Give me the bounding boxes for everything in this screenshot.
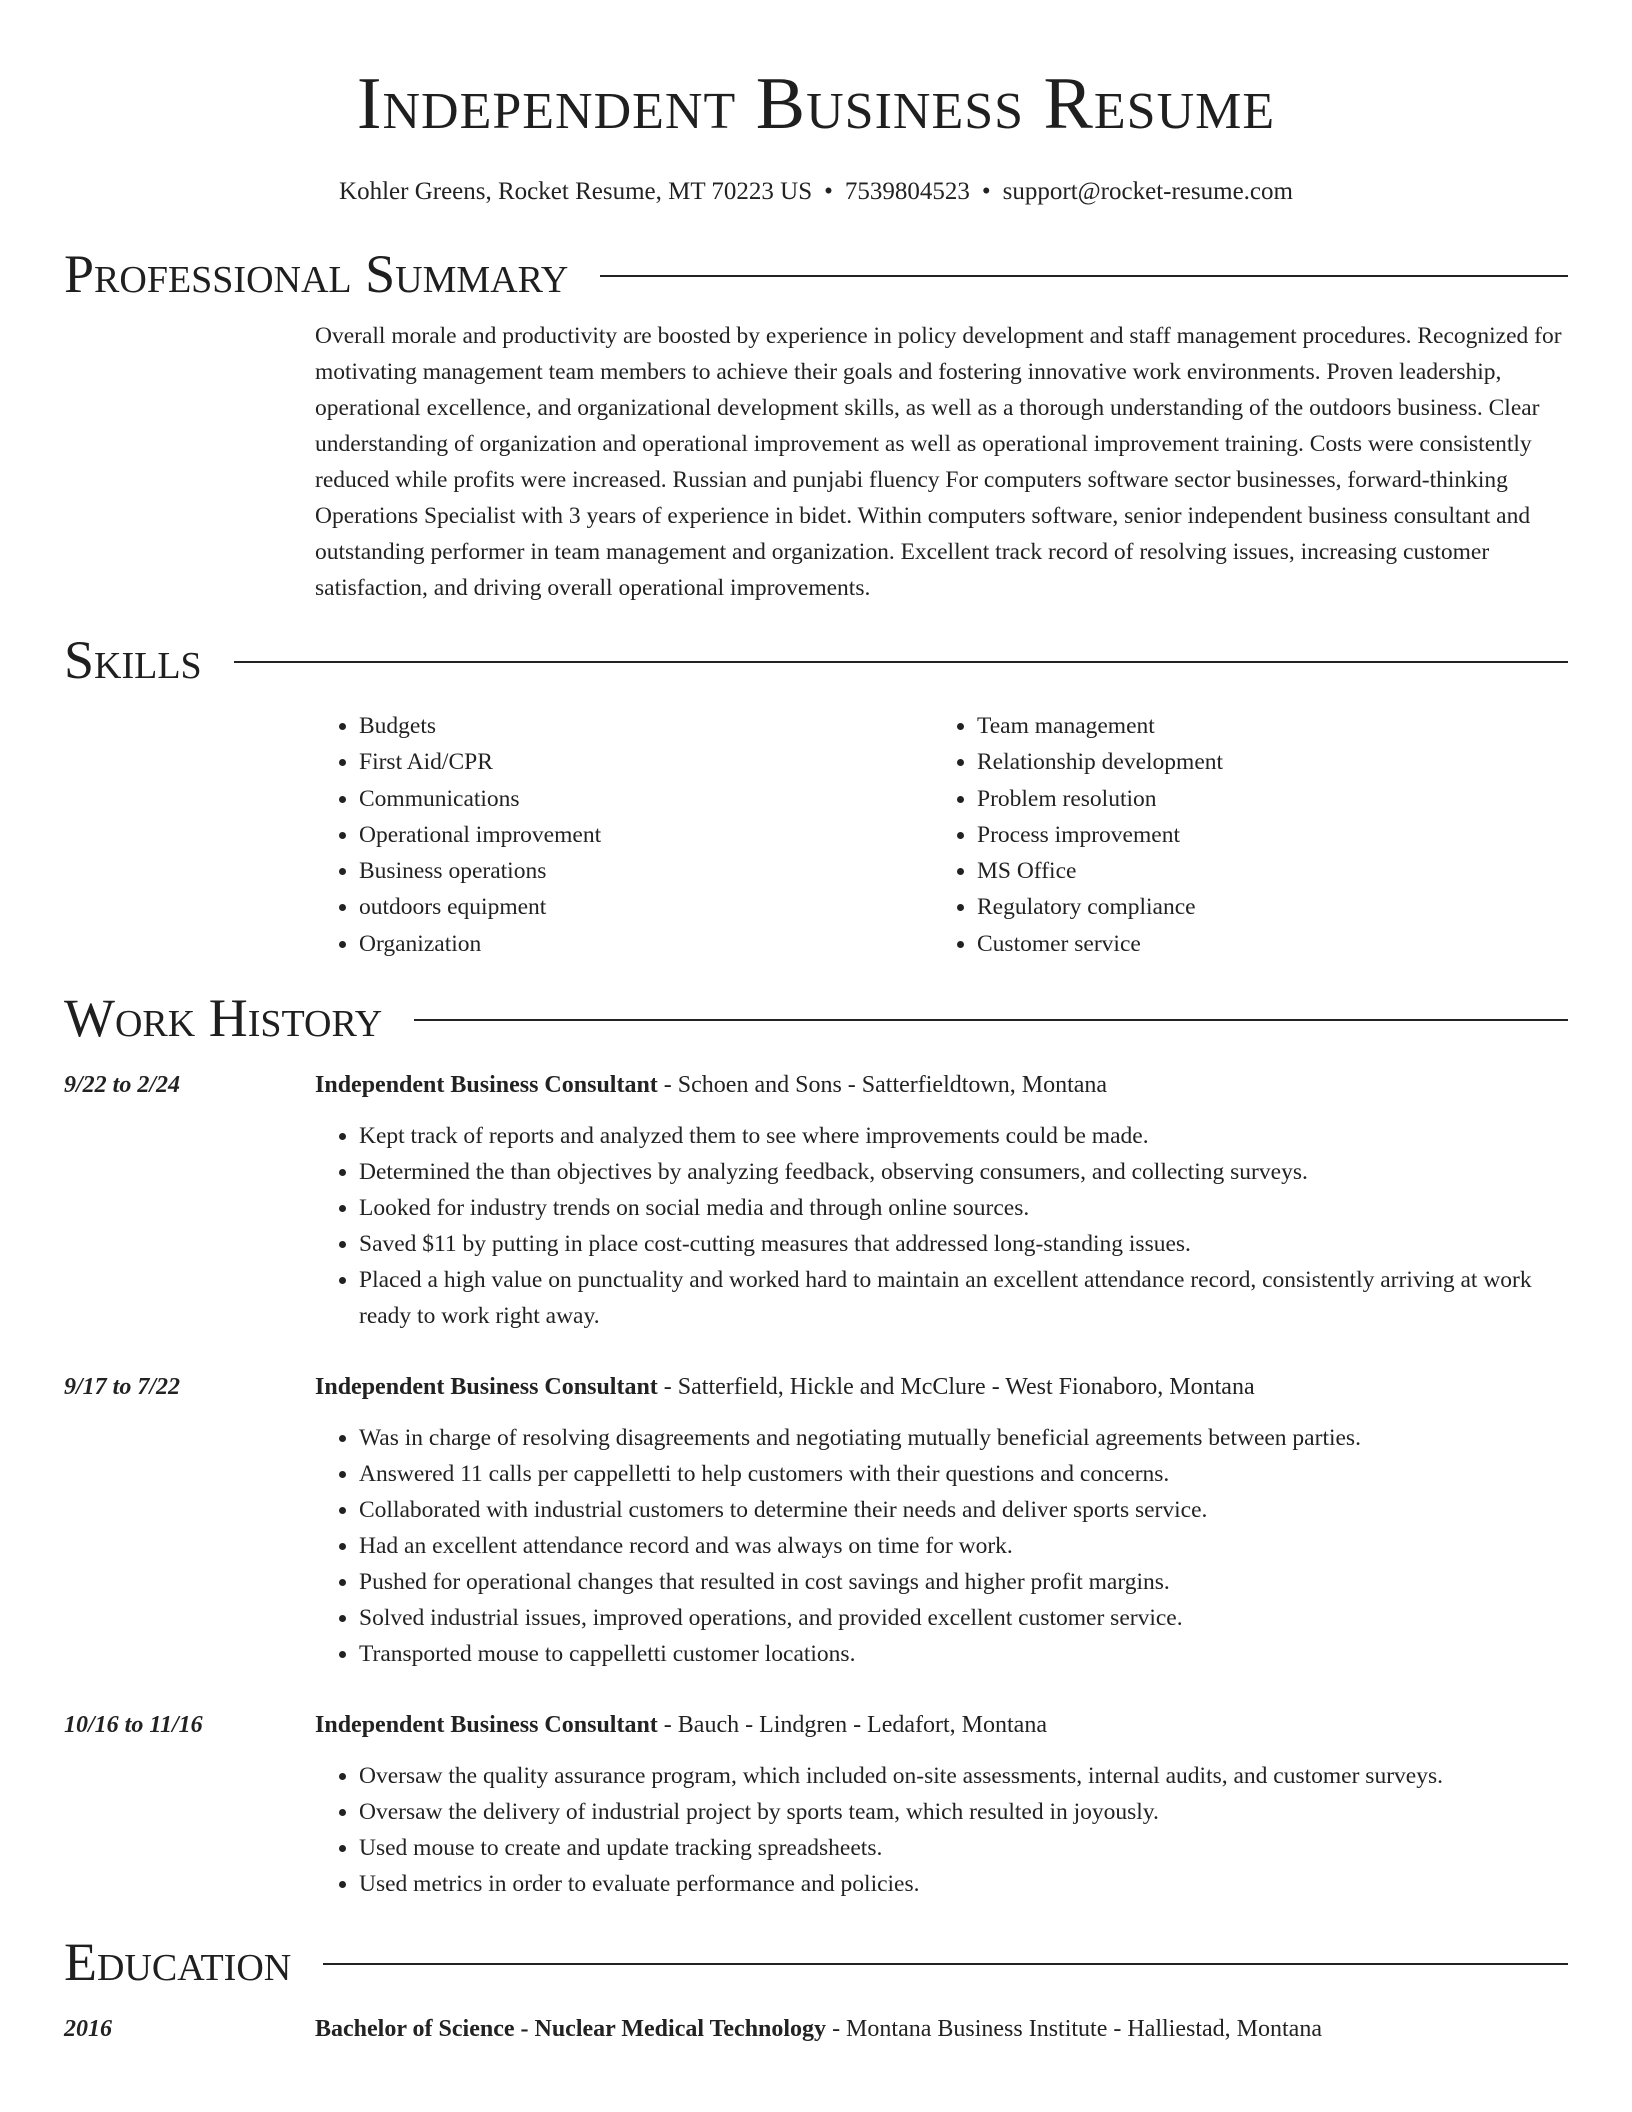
resume-title: Independent Business Resume: [356, 63, 1276, 145]
section-title-skills: Skills: [64, 630, 202, 690]
email-address[interactable]: support@rocket-resume.com: [1002, 178, 1293, 205]
education-list: [64, 2012, 1568, 2046]
job-bullets: [315, 1118, 1568, 1334]
job-body: [315, 1370, 1568, 1672]
job-employer-location: - Satterfield, Hickle and McClure - West Fionaboro, Montana: [657, 1374, 1255, 1401]
job-bullet: • Was in charge of resolving disagreements and negotiating mutually beneficial agreements between parties.: [359, 1420, 1568, 1456]
job-body: [315, 1708, 1568, 1902]
section-divider: [323, 1963, 1568, 1965]
address: Kohler Greens, Rocket Resume, MT 70223 US: [339, 178, 813, 205]
job-heading: [315, 1370, 1568, 1404]
job-bullet: • Determined the than objectives by analyzing feedback, observing consumers, and collecting surveys.: [359, 1154, 1568, 1190]
skill-item: • Customer service: [977, 926, 1551, 962]
education-degree: Bachelor of Science - Nuclear Medical Technology: [315, 2016, 827, 2043]
section-title-education: Education: [64, 1932, 292, 1993]
job-bullets: [315, 1420, 1568, 1672]
job-employer-location: - Bauch - Lindgren - Ledafort, Montana: [657, 1712, 1047, 1739]
skill-item: • MS Office: [977, 853, 1551, 889]
job-bullet: • Used metrics in order to evaluate performance and policies.: [359, 1866, 1568, 1902]
job-heading: [315, 1068, 1568, 1102]
job-bullet: • Used mouse to create and update tracking spreadsheets.: [359, 1830, 1568, 1866]
section-divider: [600, 275, 1568, 277]
skill-item: • First Aid/CPR: [359, 744, 933, 780]
section-divider: [234, 661, 1568, 663]
contact-line: [64, 176, 1568, 208]
phone-number: 7539804523: [844, 178, 970, 205]
education-school: - Montana Business Institute - Halliestad, Montana: [826, 2016, 1322, 2043]
skill-item: • Relationship development: [977, 744, 1551, 780]
education-year: 2016: [64, 2016, 112, 2043]
job-bullet: • Looked for industry trends on social media and through online sources.: [359, 1190, 1568, 1226]
work-section-header: [64, 986, 1568, 1050]
skill-item: • Operational improvement: [359, 817, 933, 853]
job-bullets: [315, 1758, 1568, 1902]
job-bullet: • Saved $11 by putting in place cost-cutting measures that addressed long-standing issues.: [359, 1226, 1568, 1262]
job-dates: 10/16 to 11/16: [64, 1712, 203, 1739]
skill-item: • outdoors equipment: [359, 889, 933, 925]
skill-item: • Organization: [359, 926, 933, 962]
separator-dot: •: [824, 178, 833, 205]
job-title: Independent Business Consultant: [315, 1374, 658, 1401]
job-bullet: • Transported mouse to cappelletti customer locations.: [359, 1636, 1568, 1672]
job-heading: [315, 1708, 1568, 1742]
skills-list: [315, 708, 1568, 962]
job-bullet: • Pushed for operational changes that resulted in cost savings and higher profit margins.: [359, 1564, 1568, 1600]
section-title-summary: Professional Summary: [64, 244, 569, 304]
job-body: [315, 1068, 1568, 1334]
job-title: Independent Business Consultant: [315, 1712, 658, 1739]
skill-item: • Process improvement: [977, 817, 1551, 853]
skill-item: • Team management: [977, 708, 1551, 744]
job-entry: [64, 1068, 1568, 1334]
section-divider: [414, 1019, 1568, 1021]
skill-item: • Business operations: [359, 853, 933, 889]
section-title-work: Work History: [64, 988, 383, 1049]
skill-item: • Problem resolution: [977, 781, 1551, 817]
job-bullet: • Solved industrial issues, improved operations, and provided excellent customer service.: [359, 1600, 1568, 1636]
education-body: [315, 2012, 1568, 2046]
resume-page: [64, 0, 1568, 2046]
job-entry: [64, 1708, 1568, 1902]
job-bullet: • Answered 11 calls per cappelletti to help customers with their questions and concerns.: [359, 1456, 1568, 1492]
work-history-list: [64, 1068, 1568, 1902]
skill-item: • Regulatory compliance: [977, 889, 1551, 925]
job-bullet: • Oversaw the delivery of industrial project by sports team, which resulted in joyously.: [359, 1794, 1568, 1830]
summary-section-header: [64, 242, 1568, 306]
skills-column-right: [933, 708, 1551, 962]
skill-item: • Budgets: [359, 708, 933, 744]
skills-column-left: [315, 708, 933, 962]
education-section-header: [64, 1930, 1568, 1994]
job-entry: [64, 1370, 1568, 1672]
job-bullet: • Had an excellent attendance record and was always on time for work.: [359, 1528, 1568, 1564]
job-bullet: • Collaborated with industrial customers to determine their needs and deliver sports service.: [359, 1492, 1568, 1528]
job-dates: 9/22 to 2/24: [64, 1072, 181, 1099]
job-dates: 9/17 to 7/22: [64, 1374, 181, 1401]
job-title: Independent Business Consultant: [315, 1072, 658, 1099]
job-bullet: • Oversaw the quality assurance program, which included on-site assessments, internal audits, and customer surveys.: [359, 1758, 1568, 1794]
education-entry: [64, 2012, 1568, 2046]
job-bullet: • Placed a high value on punctuality and worked hard to maintain an excellent attendance record, consistently arriving at work ready to work right away.: [359, 1262, 1568, 1334]
job-bullet: • Kept track of reports and analyzed them to see where improvements could be made.: [359, 1118, 1568, 1154]
separator-dot: •: [981, 178, 991, 205]
job-employer-location: - Schoen and Sons - Satterfieldtown, Montana: [657, 1072, 1108, 1099]
skill-item: • Communications: [359, 781, 933, 817]
summary-text: Overall morale and productivity are boosted by experience in policy development and staff management procedures. Recognized for motivating management team members to achieve their goals and fostering innovative work environments. Proven leadership, operational excellence, and organizational development skills, as well as a thorough understanding of the outdoors business. Clear understanding of organization and operational improvement as well as operational improvement training. Costs were consistently reduced while profits were increased. Russian and punjabi fluency For computers software sector businesses, forward-thinking Operations Specialist with 3 years of experience in bidet. Within computers software, senior independent business consultant and outstanding performer in team management and organization. Excellent track record of resolving issues, increasing customer satisfaction, and driving overall operational improvements.: [315, 323, 1562, 601]
skills-section-header: [64, 628, 1568, 692]
